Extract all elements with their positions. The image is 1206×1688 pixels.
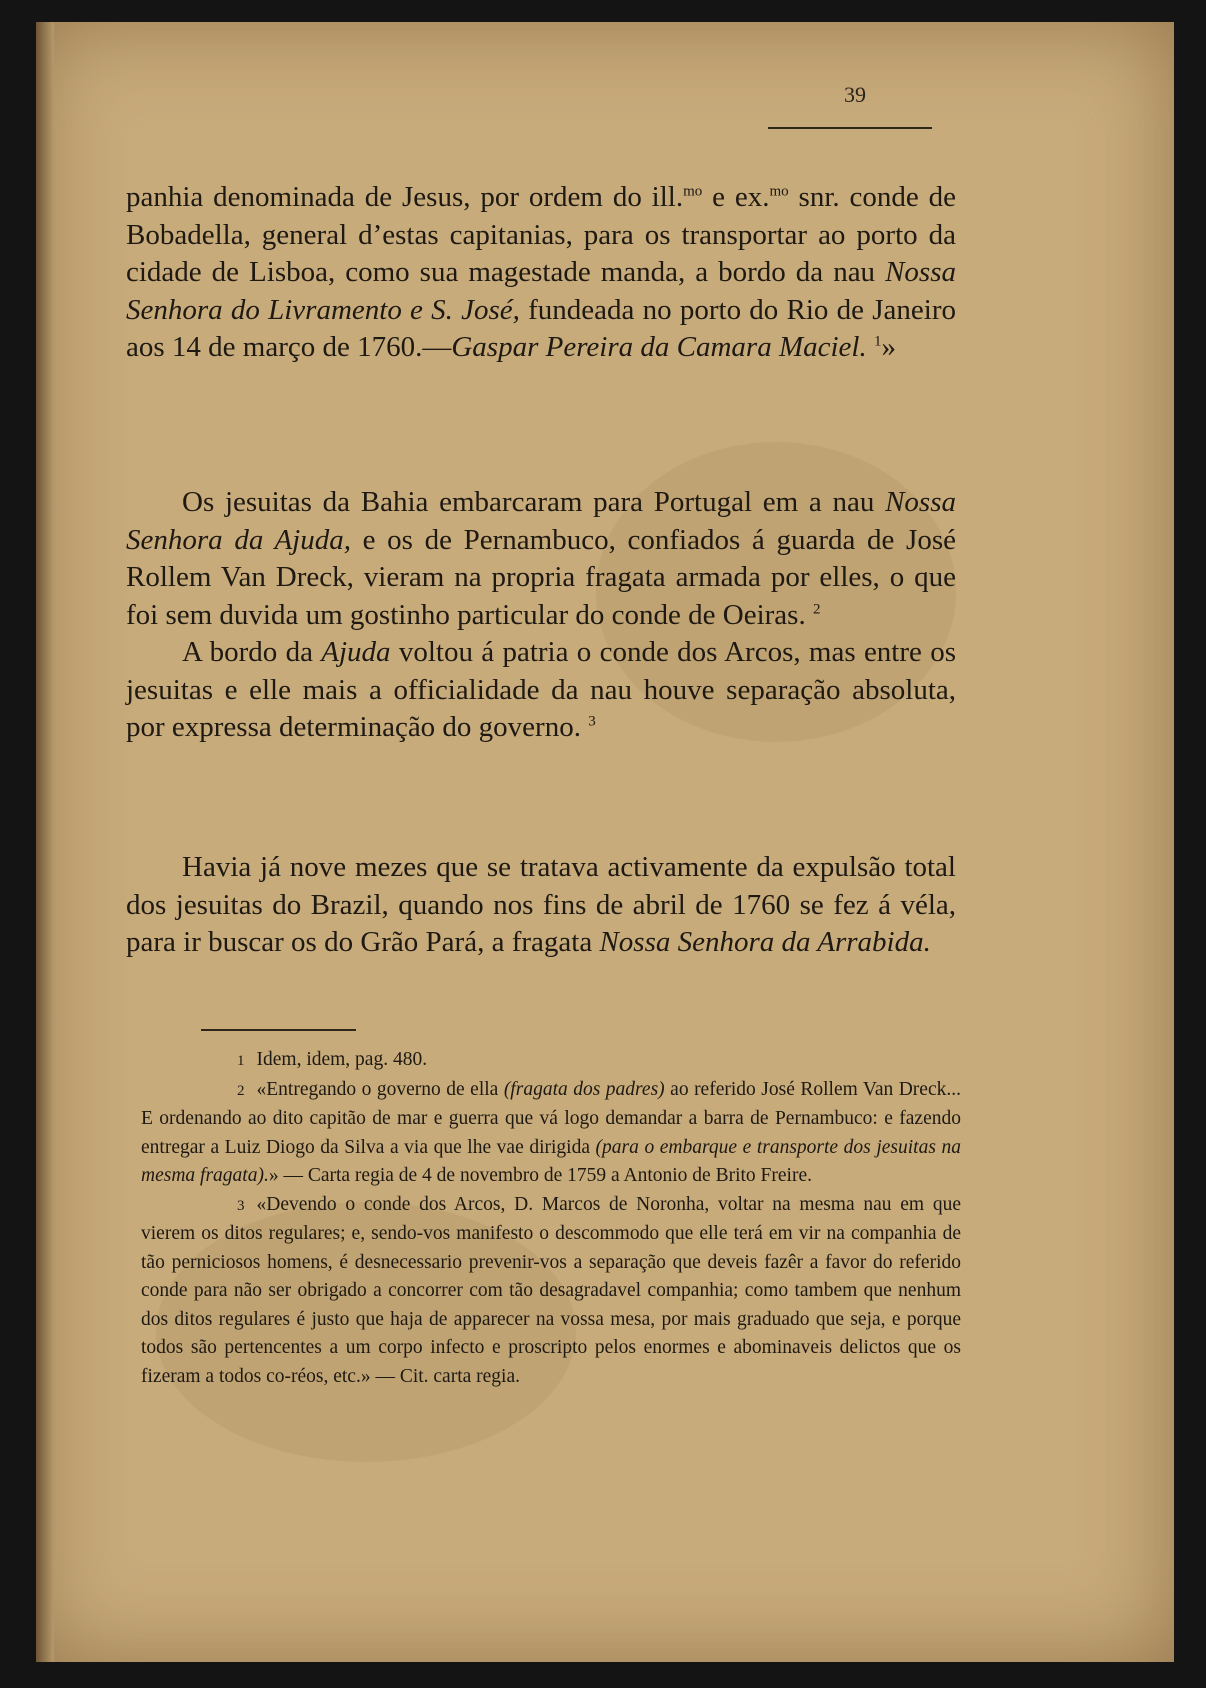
footnote-1: 1 Idem, idem, pag. 480. bbox=[237, 1049, 428, 1070]
page-binding-edge bbox=[36, 22, 54, 1662]
ship-name: Nossa Senhora da Arrabida. bbox=[599, 926, 931, 958]
ship-name: Ajuda bbox=[321, 636, 391, 668]
footnotes bbox=[141, 1046, 961, 1391]
header-rule bbox=[768, 127, 932, 129]
footnote-2: 2 «Entregando o governo de ella (fragata dos padres) ao referido José Rollem Van Dreck... E ordenando ao dito capitão de mar e guerra que vá logo demandar a barra de Pernambuco: e fazendo entregar a Luiz Diogo da Silva a via que lhe vae dirigida (para o embarque e transporte dos jesuitas na mesma fragata).» — Carta regia de 4 de novembro de 1759 a Antonio de Brito Freire. bbox=[141, 1078, 961, 1186]
signature-name: Gaspar Pereira da Camara Maciel. bbox=[451, 331, 867, 363]
footnote-rule bbox=[201, 1029, 356, 1031]
footnote-reference: 1 bbox=[873, 333, 882, 350]
paragraph-jesuits-bahia: Os jesuitas da Bahia embarcaram para Portugal em a nau Nossa Senhora da Ajuda, e os de Pernambuco, confiados á guarda de José Rollem Van Dreck, vieram na propria fragata armada por elles, o que foi sem duvida um gostinho particular do conde de Oeiras. $^2$ A bordo da Ajuda voltou á patria o conde dos Arcos, mas entre os jesuitas e elle mais a officialidade da nau houve separação absoluta, por expressa determinação do governo. $^3$ bbox=[126, 486, 956, 743]
footnote-reference: 2 bbox=[812, 600, 821, 617]
ship-name: Nossa Senhora do Livramento e S. José, bbox=[126, 256, 956, 326]
footnote-3: 3 «Devendo o conde dos Arcos, D. Marcos de Noronha, voltar na mesma nau em que vierem os ditos regulares; e, sendo-vos manifesto o descommodo que elle terá em vir na companhia de tão perniciosos homens, é desnecessario prevenir-vos a separação que deveis fazêr a favor do referido conde para não ser obrigado a concorrer com tão desagradavel companhia; como tambem que nenhum dos ditos regulares é justo que haja de apparecer na vossa mesa, por mais graduado que seja, e porque todos são pertencentes a um corpo infecto e proscripto pelos enormes e abominaveis delictos que os fizeram a todos co-réos, etc.» — Cit. carta regia. bbox=[141, 1193, 961, 1387]
paragraph-continuation: panhia denominada de Jesus, por ordem do ill.$^{mo}$ e ex.$^{mo}$ snr. conde de Bobadella, general d’estas capitanias, para os transportar ao porto da cidade de Lisboa, como sua magestade manda, a bordo da nau Nossa Senhora do Livramento e S. José, fundeada no porto do Rio de Janeiro aos 14 de março de 1760.—Gaspar Pereira da Camara Maciel. $^1$» bbox=[126, 181, 956, 363]
book-page bbox=[36, 22, 1174, 1662]
ship-name: Nossa Senhora da Ajuda, bbox=[126, 486, 956, 556]
page-number: 39 bbox=[844, 82, 866, 107]
paragraph-expulsion: Havia já nove mezes que se tratava activamente da expulsão total dos jesuitas do Brazil, quando nos fins de abril de 1760 se fez á véla, para ir buscar os do Grão Pará, a fragata Nossa Senhora da Arrabida. bbox=[126, 851, 956, 958]
footnote-reference: 3 bbox=[588, 713, 596, 730]
